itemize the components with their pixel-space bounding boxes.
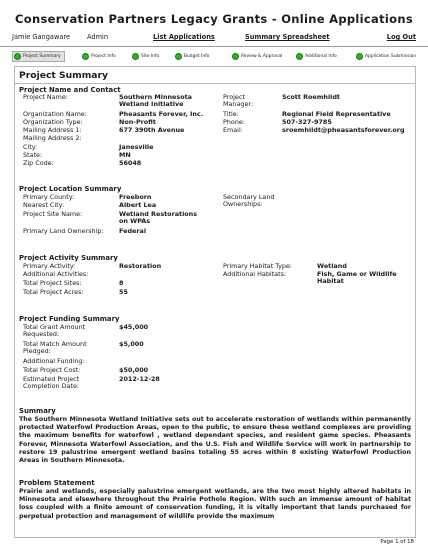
user-role: Admin [87, 33, 109, 41]
value-address-1: 677 390th Avenue [119, 126, 185, 134]
value-zip: 56048 [119, 159, 142, 167]
value-land-ownership: Federal [119, 227, 147, 235]
label-state: State: [23, 151, 43, 159]
tab-label: Review & Approval [241, 54, 283, 59]
value-site-name: Wetland Restorations on WPAs [119, 210, 198, 226]
complete-status-icon [14, 53, 21, 60]
top-nav [12, 33, 416, 43]
user-name: Jamie Gangaware [12, 33, 71, 41]
tab-label: Project Summary [23, 54, 61, 59]
label-zip: Zip Code: [23, 159, 54, 167]
tab-label: Budget Info [184, 54, 210, 59]
label-address-1: Mailing Address 1: [23, 126, 82, 134]
label-additional-activities: Additional Activities: [23, 270, 89, 278]
label-primary-activity: Primary Activity: [23, 262, 76, 270]
label-project-cost: Total Project Cost: [23, 366, 81, 374]
section-heading-summary: Summary [19, 407, 56, 415]
tab-budget-info[interactable] [175, 51, 210, 62]
value-city: Janesville [119, 143, 154, 151]
label-match-amount: Total Match Amount Pledged: [23, 340, 87, 356]
value-email: sroemhildt@pheasantsforever.org [282, 126, 405, 134]
label-completion-date: Estimated Project Completion Date: [23, 375, 80, 391]
value-habitat-type: Wetland [317, 262, 347, 270]
tab-label: Site Info [141, 54, 160, 59]
label-total-sites: Total Project Sites: [23, 279, 82, 287]
section-heading-problem: Problem Statement [19, 479, 95, 487]
list-applications-link[interactable]: List Applications [153, 33, 215, 41]
label-site-name: Project Site Name: [23, 210, 83, 218]
tab-project-info[interactable] [82, 51, 116, 62]
value-additional-habitats: Fish, Game or Wildlife Habitat [317, 270, 397, 286]
tab-label: Additional Info [305, 54, 337, 59]
label-org-name: Organization Name: [23, 110, 87, 118]
label-habitat-type: Primary Habitat Type: [223, 262, 293, 270]
value-primary-activity: Restoration [119, 262, 162, 270]
label-land-ownership: Primary Land Ownership: [23, 227, 104, 235]
value-nearest-city: Albert Lea [119, 201, 157, 209]
page-indicator: Page 1 of 18 [380, 539, 414, 545]
label-phone: Phone: [223, 118, 245, 126]
logout-link[interactable]: Log Out [386, 33, 416, 41]
page-title: Project Summary [19, 70, 109, 81]
value-org-name: Pheasants Forever, Inc. [119, 110, 204, 118]
value-project-cost: $50,000 [119, 366, 149, 374]
summary-text: The Southern Minnesota Wetland Initiative sets out to accelerate restoration of wetlands within permanently protected Waterfowl Production Areas, open to the public, to ensure these wetland complexes are providing the maximum benefits for waterfowl , wetland dependant species, and resident game species. Pheasants Forever, Minnesota Waterfowl Association, and the U.S. Fish and Wildlife Service will work in partnership to restore 19 palustrine emergent wetland basins totaling 55 acres within 8 existing Waterfowl Production Areas in Southern Minnesota. [19, 416, 411, 465]
label-primary-county: Primary County: [23, 193, 75, 201]
value-state: MN [119, 151, 131, 159]
section-heading-funding: Project Funding Summary [19, 315, 120, 323]
value-match-amount: $5,000 [119, 340, 144, 348]
label-address-2: Mailing Address 2: [23, 134, 82, 142]
value-grant-amount: $45,000 [119, 323, 149, 331]
app-header [0, 0, 428, 47]
tab-review-approval[interactable] [232, 51, 282, 62]
section-tabs [12, 51, 422, 62]
value-primary-county: Freeborn [119, 193, 152, 201]
section-heading-location: Project Location Summary [19, 185, 122, 193]
complete-status-icon [232, 53, 239, 60]
label-org-type: Organization Type: [23, 118, 83, 126]
label-grant-amount: Total Grant Amount Requested: [23, 323, 86, 339]
value-title: Regional Field Representative [282, 110, 391, 118]
label-project-name: Project Name: [23, 93, 68, 101]
title-divider [15, 83, 415, 84]
label-total-acres: Total Project Acres: [23, 288, 84, 296]
value-project-manager: Scott Roemhildt [282, 93, 340, 101]
section-heading-contact: Project Name and Contact [19, 86, 121, 94]
label-additional-funding: Additional Funding: [23, 357, 85, 365]
app-title: Conservation Partners Legacy Grants - Online Applications [15, 12, 413, 26]
value-org-type: Non-Profit [119, 118, 156, 126]
summary-panel [14, 66, 416, 538]
complete-status-icon [175, 53, 182, 60]
label-city: City: [23, 143, 38, 151]
label-email: Email: [223, 126, 243, 134]
problem-text: Prairie and wetlands, especially palustrine emergent wetlands, are the two most highly altered habitats in Minnesota and elsewhere throughout the Prairie Pothole Region. With such an immense amount of habitat loss coupled with a finite amount of conservation funding, it is vitally important that lands purchased for perpetual protection and management of wildlife provide the maximum [19, 488, 411, 520]
complete-status-icon [132, 53, 139, 60]
complete-status-icon [356, 53, 363, 60]
value-completion-date: 2012-12-28 [119, 375, 160, 383]
value-phone: 507-327-9785 [282, 118, 332, 126]
tab-additional-info[interactable] [296, 51, 337, 62]
complete-status-icon [82, 53, 89, 60]
label-title: Title: [223, 110, 239, 118]
value-total-sites: 8 [119, 279, 124, 287]
label-additional-habitats: Additional Habitats: [223, 270, 287, 278]
tab-label: Project Info [91, 54, 116, 59]
label-project-manager: Project Manager: [223, 93, 254, 109]
complete-status-icon [296, 53, 303, 60]
summary-spreadsheet-link[interactable]: Summary Spreadsheet [245, 33, 330, 41]
tab-site-info[interactable] [132, 51, 159, 62]
label-secondary-ownerships: Secondary Land Ownerships: [223, 193, 275, 209]
section-heading-activity: Project Activity Summary [19, 254, 118, 262]
value-project-name: Southern Minnesota Wetland Initiative [119, 93, 192, 109]
tab-label: Application Submission [365, 54, 417, 59]
tab-application-submission[interactable] [356, 51, 416, 62]
value-total-acres: 55 [119, 288, 128, 296]
tab-project-summary[interactable] [12, 51, 65, 62]
label-nearest-city: Nearest City: [23, 201, 65, 209]
